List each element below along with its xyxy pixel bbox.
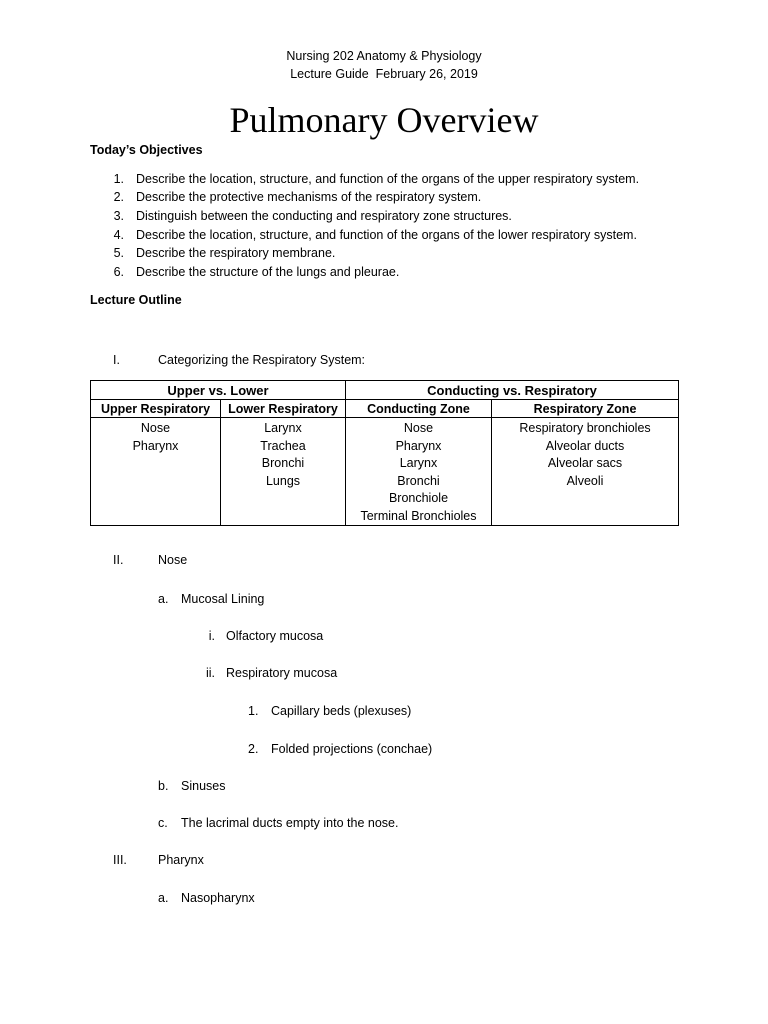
outline-item-text: Sinuses — [181, 779, 226, 793]
outline-section-title: Nose — [158, 553, 188, 567]
outline-item-text: Folded projections (conchae) — [271, 742, 433, 756]
lower-respiratory-cell — [221, 418, 346, 526]
item-number: 3. — [113, 209, 124, 223]
item-text: Describe the structure of the lungs and pleurae. — [136, 265, 400, 279]
outline-item-text: Capillary beds (plexuses) — [271, 704, 412, 718]
table-cell-item: Pharynx — [395, 438, 442, 453]
item-number: 1. — [113, 172, 124, 186]
document-header — [0, 47, 768, 83]
item-number: 2. — [113, 190, 124, 204]
lecture-guide-date: Lecture Guide February 26, 2019 — [290, 67, 478, 81]
outline-section-number: I. — [113, 353, 120, 367]
outline-item-number: 1. — [248, 704, 259, 718]
course-name: Nursing 202 Anatomy & Physiology — [286, 49, 482, 63]
respiratory-categories-table — [90, 380, 679, 526]
table-cell-item: Alveolar ducts — [545, 438, 625, 453]
table-cell-item: Pharynx — [132, 438, 179, 453]
item-text: Describe the respiratory membrane. — [136, 246, 336, 260]
outline-section-number: II. — [113, 553, 124, 567]
outline-item-letter: a. — [158, 592, 169, 606]
item-text: Distinguish between the conducting and respiratory zone structures. — [136, 209, 512, 223]
item-text: Describe the protective mechanisms of the respiratory system. — [136, 190, 482, 204]
outline-item-roman: ii. — [205, 666, 215, 680]
outline-item-letter: c. — [158, 816, 168, 830]
outline-heading: Lecture Outline — [90, 293, 182, 307]
table-cell-item: Bronchiole — [388, 491, 449, 505]
table-cell-item: Nose — [140, 421, 171, 435]
upper-respiratory-cell — [91, 418, 221, 526]
outline-section-number: III. — [113, 853, 127, 867]
table-cell-item: Nose — [403, 421, 434, 435]
table-cell-item: Larynx — [399, 456, 438, 470]
outline-item-text: Mucosal Lining — [181, 592, 265, 606]
item-number: 4. — [113, 228, 124, 242]
item-text: Describe the location, structure, and function of the organs of the upper respiratory system. — [136, 172, 640, 186]
group-header-upper-lower: Upper vs. Lower — [91, 381, 346, 400]
respiratory-zone-cell — [492, 418, 679, 526]
table-cell-item: Respiratory bronchioles — [519, 421, 651, 435]
table-cell-item: Alveoli — [566, 473, 604, 488]
outline-item-letter: a. — [158, 891, 169, 905]
column-header-upper: Upper Respiratory — [91, 400, 221, 418]
outline-section-title: Pharynx — [158, 853, 204, 867]
table-cell-item: Lungs — [265, 473, 301, 488]
page-title: Pulmonary Overview — [229, 100, 539, 140]
table-cell-item: Larynx — [264, 421, 302, 435]
outline-item-number: 2. — [248, 742, 259, 756]
item-number: 6. — [113, 265, 124, 279]
table-cell-item: Terminal Bronchioles — [360, 508, 477, 523]
column-header-conducting: Conducting Zone — [346, 400, 492, 418]
column-header-lower: Lower Respiratory — [221, 400, 346, 418]
item-number: 5. — [113, 246, 124, 260]
column-header-respiratory: Respiratory Zone — [492, 400, 679, 418]
table-cell-item: Alveolar sacs — [547, 456, 623, 470]
outline-item-text: Respiratory mucosa — [226, 666, 338, 680]
outline-item-text: Nasopharynx — [181, 891, 255, 905]
outline-section-title: Categorizing the Respiratory System: — [158, 353, 366, 367]
outline-item-text: Olfactory mucosa — [226, 629, 324, 643]
table-cell-item: Trachea — [260, 438, 306, 453]
outline-item-letter: b. — [158, 779, 169, 793]
table-cell-item: Bronchi — [261, 456, 305, 470]
item-text: Describe the location, structure, and function of the organs of the lower respiratory system. — [136, 228, 637, 242]
outline-item-roman: i. — [208, 629, 215, 643]
conducting-zone-cell — [346, 418, 492, 526]
outline-item-text: The lacrimal ducts empty into the nose. — [181, 816, 399, 830]
group-header-conducting-respiratory: Conducting vs. Respiratory — [346, 381, 679, 400]
objectives-heading: Today’s Objectives — [90, 143, 203, 157]
table-cell-item: Bronchi — [397, 473, 440, 488]
